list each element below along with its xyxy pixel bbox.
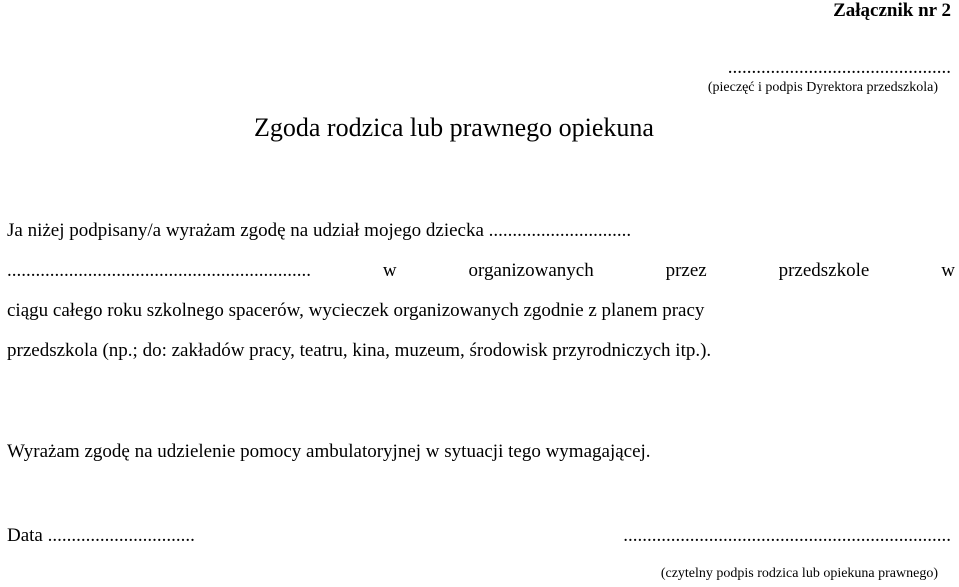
annex-label: Załącznik nr 2 bbox=[833, 0, 951, 21]
consent-word: w bbox=[382, 260, 397, 281]
document-title: Zgoda rodzica lub prawnego opiekuna bbox=[254, 113, 654, 142]
consent-line-3: ciągu całego roku szkolnego spacerów, wycieczek organizowanych zgodnie z planem pracy bbox=[7, 300, 705, 321]
consent-line-1: Ja niżej podpisany/a wyrażam zgodę na udział mojego dziecka .............................. bbox=[7, 220, 632, 241]
date-field: Data ............................... bbox=[7, 525, 195, 546]
consent-word: przedszkole bbox=[778, 260, 870, 281]
consent-line-4: przedszkola (np.; do: zakładów pracy, teatru, kina, muzeum, środowisk przyrodniczych itp.). bbox=[7, 340, 712, 361]
parent-signature-line: ..................................................................... bbox=[623, 525, 951, 546]
parent-signature-caption: (czytelny podpis rodzica lub opiekuna prawnego) bbox=[660, 566, 938, 581]
consent-word: przez bbox=[665, 260, 707, 281]
stamp-caption: (pieczęć i podpis Dyrektora przedszkola) bbox=[707, 80, 938, 95]
consent-word: w bbox=[941, 260, 955, 281]
medical-consent-paragraph: Wyrażam zgodę na udzielenie pomocy ambulatoryjnej w sytuacji tego wymagającej. bbox=[7, 441, 651, 462]
child-name-field: ................................................................ bbox=[7, 260, 311, 281]
consent-word: organizowanych bbox=[468, 260, 594, 281]
consent-line-2 bbox=[7, 251, 955, 291]
stamp-signature-line: ............................................... bbox=[727, 57, 951, 78]
consent-paragraph bbox=[7, 211, 955, 371]
